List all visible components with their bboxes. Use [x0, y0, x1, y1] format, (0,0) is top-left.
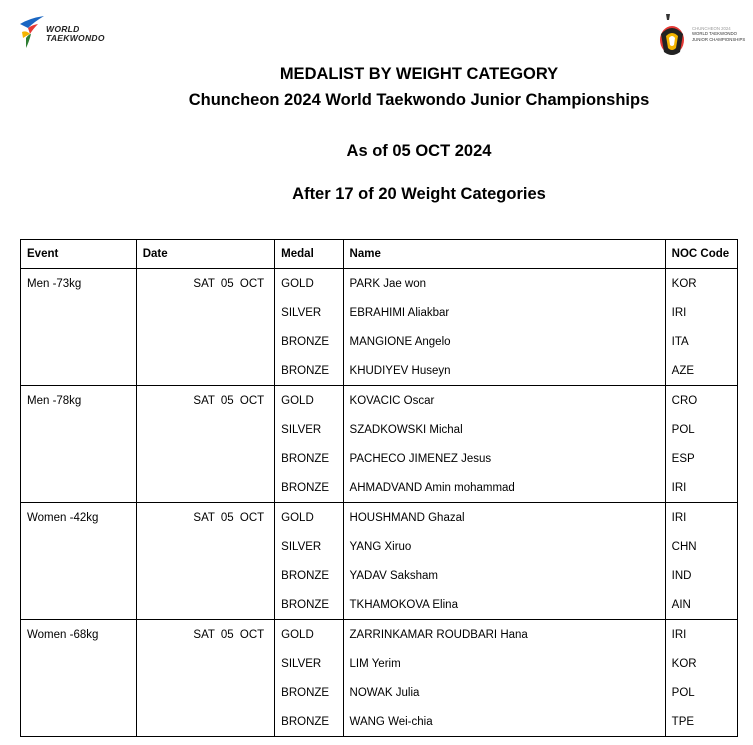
logo-left-line2: TAEKWONDO	[46, 33, 105, 43]
date-cell: SAT 05 OCT	[136, 503, 274, 533]
athlete-name-cell: KHUDIYEV Huseyn	[343, 356, 665, 386]
noc-code-cell: POL	[665, 678, 737, 707]
noc-code-cell: IND	[665, 561, 737, 590]
logo-right-line2: WORLD TAEKWONDO	[692, 31, 737, 37]
athlete-name-cell: ZARRINKAMAR ROUDBARI Hana	[343, 620, 665, 650]
progress-status: After 17 of 20 Weight Categories	[292, 185, 546, 203]
athlete-name-cell: HOUSHMAND Ghazal	[343, 503, 665, 533]
medal-cell: BRONZE	[275, 678, 343, 707]
table-header-row	[21, 240, 738, 269]
noc-code-cell: IRI	[665, 620, 737, 650]
athlete-name-cell: WANG Wei-chia	[343, 707, 665, 737]
medalist-table	[20, 239, 738, 737]
noc-code-cell: POL	[665, 415, 737, 444]
event-cell	[21, 561, 137, 590]
table-row	[21, 649, 738, 678]
table-row	[21, 269, 738, 299]
noc-code-cell: KOR	[665, 649, 737, 678]
date-cell	[136, 415, 274, 444]
date-cell	[136, 678, 274, 707]
column-header-medal: Medal	[275, 240, 343, 269]
column-header-date: Date	[136, 240, 274, 269]
logo-left-line1: WORLD	[46, 24, 80, 34]
medal-cell: SILVER	[275, 649, 343, 678]
event-cell	[21, 444, 137, 473]
event-cell	[21, 532, 137, 561]
event-cell: Women -68kg	[21, 620, 137, 650]
event-cell	[21, 473, 137, 503]
athlete-name-cell: YADAV Saksham	[343, 561, 665, 590]
athlete-name-cell: KOVACIC Oscar	[343, 386, 665, 416]
noc-code-cell: AZE	[665, 356, 737, 386]
event-cell: Women -42kg	[21, 503, 137, 533]
athlete-name-cell: AHMADVAND Amin mohammad	[343, 473, 665, 503]
medal-cell: SILVER	[275, 298, 343, 327]
athlete-name-cell: LIM Yerim	[343, 649, 665, 678]
world-taekwondo-wordmark	[46, 25, 105, 43]
noc-code-cell: IRI	[665, 298, 737, 327]
medal-cell: BRONZE	[275, 356, 343, 386]
medal-cell: SILVER	[275, 415, 343, 444]
table-row	[21, 386, 738, 416]
table-row	[21, 473, 738, 503]
event-cell: Men -78kg	[21, 386, 137, 416]
medal-cell: GOLD	[275, 269, 343, 299]
athlete-name-cell: NOWAK Julia	[343, 678, 665, 707]
date-cell	[136, 327, 274, 356]
event-cell	[21, 590, 137, 620]
medal-cell: SILVER	[275, 532, 343, 561]
column-header-noc: NOC Code	[665, 240, 737, 269]
athlete-name-cell: MANGIONE Angelo	[343, 327, 665, 356]
athlete-name-cell: EBRAHIMI Aliakbar	[343, 298, 665, 327]
table-row	[21, 532, 738, 561]
event-cell	[21, 298, 137, 327]
championship-logo	[652, 12, 752, 62]
table-body	[21, 269, 738, 737]
world-taekwondo-emblem-icon	[18, 12, 48, 52]
table-row	[21, 327, 738, 356]
document-subtitle: Chuncheon 2024 World Taekwondo Junior Championships	[188, 91, 650, 109]
table-row	[21, 356, 738, 386]
date-cell	[136, 590, 274, 620]
world-taekwondo-logo	[18, 12, 118, 60]
event-cell	[21, 327, 137, 356]
table-row	[21, 590, 738, 620]
date-cell	[136, 356, 274, 386]
table-row	[21, 561, 738, 590]
medal-cell: BRONZE	[275, 590, 343, 620]
column-header-name: Name	[343, 240, 665, 269]
logo-right-line3: JUNIOR CHAMPIONSHIPS	[692, 36, 746, 42]
noc-code-cell: ITA	[665, 327, 737, 356]
medal-cell: BRONZE	[275, 327, 343, 356]
date-cell	[136, 298, 274, 327]
logo-right-line1: CHUNCHEON 2024	[692, 26, 731, 31]
date-cell: SAT 05 OCT	[136, 269, 274, 299]
athlete-name-cell: SZADKOWSKI Michal	[343, 415, 665, 444]
column-header-event: Event	[21, 240, 137, 269]
championship-wordmark	[692, 26, 745, 42]
as-of-date: As of 05 OCT 2024	[346, 142, 492, 160]
medal-cell: GOLD	[275, 620, 343, 650]
date-cell: SAT 05 OCT	[136, 386, 274, 416]
date-cell	[136, 707, 274, 737]
table-row	[21, 620, 738, 650]
noc-code-cell: CHN	[665, 532, 737, 561]
noc-code-cell: ESP	[665, 444, 737, 473]
noc-code-cell: KOR	[665, 269, 737, 299]
table-row	[21, 415, 738, 444]
date-cell	[136, 444, 274, 473]
athlete-name-cell: PARK Jae won	[343, 269, 665, 299]
event-cell	[21, 649, 137, 678]
event-cell	[21, 356, 137, 386]
athlete-name-cell: PACHECO JIMENEZ Jesus	[343, 444, 665, 473]
date-cell	[136, 561, 274, 590]
date-cell	[136, 649, 274, 678]
medal-cell: BRONZE	[275, 561, 343, 590]
medal-cell: BRONZE	[275, 707, 343, 737]
medal-cell: BRONZE	[275, 473, 343, 503]
event-cell: Men -73kg	[21, 269, 137, 299]
event-cell	[21, 415, 137, 444]
noc-code-cell: AIN	[665, 590, 737, 620]
noc-code-cell: CRO	[665, 386, 737, 416]
athlete-name-cell: YANG Xiruo	[343, 532, 665, 561]
table-row	[21, 298, 738, 327]
noc-code-cell: IRI	[665, 473, 737, 503]
table-row	[21, 503, 738, 533]
medal-cell: GOLD	[275, 503, 343, 533]
table-row	[21, 444, 738, 473]
document-title: MEDALIST BY WEIGHT CATEGORY	[279, 65, 559, 83]
championship-emblem-icon	[652, 12, 692, 62]
date-cell	[136, 532, 274, 561]
medal-cell: BRONZE	[275, 444, 343, 473]
event-cell	[21, 678, 137, 707]
noc-code-cell: IRI	[665, 503, 737, 533]
noc-code-cell: TPE	[665, 707, 737, 737]
table-row	[21, 678, 738, 707]
athlete-name-cell: TKHAMOKOVA Elina	[343, 590, 665, 620]
table-row	[21, 707, 738, 737]
event-cell	[21, 707, 137, 737]
date-cell	[136, 473, 274, 503]
date-cell: SAT 05 OCT	[136, 620, 274, 650]
medal-cell: GOLD	[275, 386, 343, 416]
